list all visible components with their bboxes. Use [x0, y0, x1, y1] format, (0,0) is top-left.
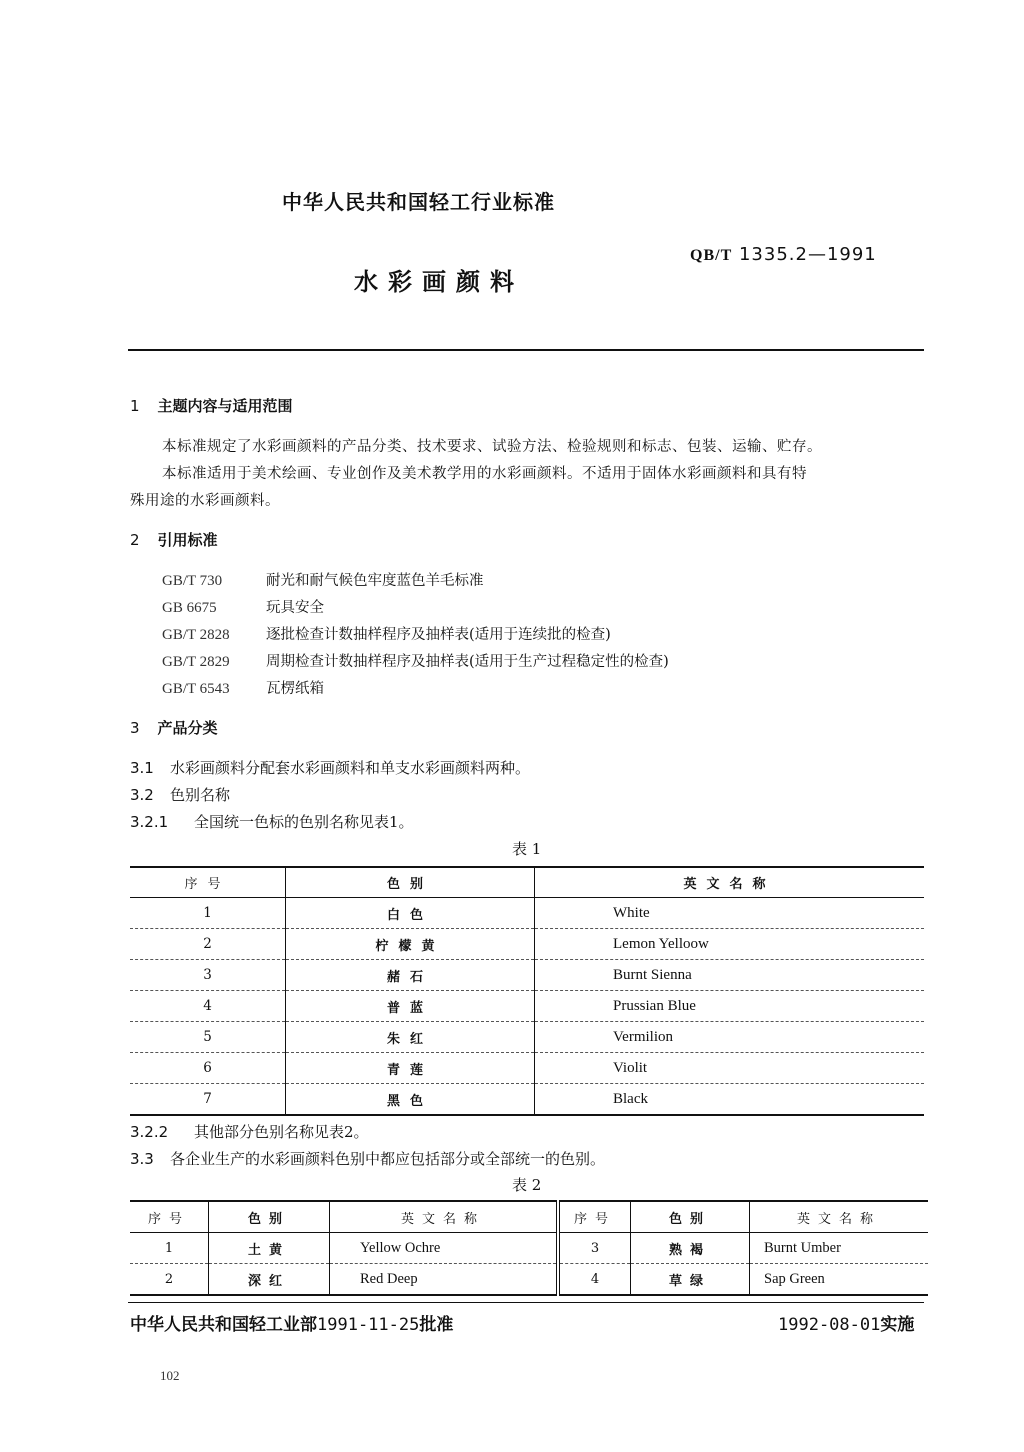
table-1-caption: 表 1: [512, 840, 542, 858]
section-title: 产品分类: [157, 719, 218, 737]
cell-color: 熟褐: [631, 1233, 750, 1264]
subsection-number: 3.1: [130, 759, 154, 777]
reference-name: 耐光和耐气候色牢度蓝色羊毛标准: [266, 573, 484, 589]
cell-number: 2: [130, 1264, 209, 1296]
approval-line: [130, 1310, 453, 1335]
cell-english: Sap Green: [764, 1270, 825, 1287]
approval-date: 1991-11-25: [317, 1315, 420, 1335]
section-title: 引用标准: [157, 531, 218, 549]
column-header: 序号: [130, 1201, 209, 1233]
subsection-text: 全国统一色标的色别名称见表1。: [194, 813, 414, 831]
table-header-row: [130, 867, 924, 898]
subsection-text: 各企业生产的水彩画颜料色别中都应包括部分或全部统一的色别。: [170, 1150, 606, 1168]
column-header: 色别: [209, 1201, 330, 1233]
section-3-heading: [130, 717, 218, 738]
subsection-3-2: [130, 784, 230, 805]
table-header-row: [130, 1201, 928, 1233]
column-header: 英文名称: [535, 867, 925, 898]
reference-item: [162, 596, 324, 617]
cell-number: 4: [130, 991, 286, 1022]
cell-english: Prussian Blue: [535, 991, 925, 1022]
column-header: 英文名称: [750, 1201, 929, 1233]
cell-color: 赭石: [286, 960, 535, 991]
cell-english: Lemon Yelloow: [535, 929, 925, 960]
table-row: [130, 991, 924, 1022]
reference-code: GB/T 730: [162, 573, 223, 589]
cell-number: 1: [130, 898, 286, 929]
cell-number: 2: [130, 929, 286, 960]
cell-color: 草绿: [631, 1264, 750, 1296]
cell-english: White: [535, 898, 925, 929]
subsection-text: 色别名称: [170, 786, 231, 804]
subsection-number: 3.2: [130, 786, 154, 804]
table-row: [130, 929, 924, 960]
cell-number: 4: [558, 1264, 631, 1296]
reference-code: GB/T 2828: [162, 627, 230, 643]
approval-label: 批准: [419, 1315, 454, 1335]
cell-english: Red Deep: [330, 1264, 559, 1296]
table-row: [130, 1264, 928, 1296]
table-2: [130, 1200, 928, 1296]
cell-number: 6: [130, 1053, 286, 1084]
reference-name: 逐批检查计数抽样程序及抽样表(适用于连续批的检查): [266, 627, 611, 643]
column-header: 色别: [631, 1201, 750, 1233]
page-number: 102: [160, 1368, 180, 1383]
reference-code: GB/T 6543: [162, 681, 230, 697]
column-header: 序号: [558, 1201, 631, 1233]
section-number: 2: [130, 531, 140, 549]
column-header: 英文名称: [330, 1201, 559, 1233]
column-header: 色别: [286, 867, 535, 898]
cell-color: 黑色: [286, 1084, 535, 1116]
reference-name: 周期检查计数抽样程序及抽样表(适用于生产过程稳定性的检查): [266, 654, 669, 670]
table-row: [130, 1022, 924, 1053]
reference-code: GB 6675: [162, 600, 217, 616]
cell-english: Yellow Ochre: [330, 1233, 559, 1264]
subsection-text: 其他部分色别名称见表2。: [194, 1123, 369, 1141]
cell-number: 1: [130, 1233, 209, 1264]
section-2-heading: [130, 529, 218, 550]
table-row: [130, 898, 924, 929]
cell-number: 7: [130, 1084, 286, 1116]
reference-item: [162, 650, 669, 671]
subsection-3-2-2: [130, 1121, 369, 1142]
subsection-3-2-1: [130, 811, 414, 832]
subsection-number: 3.2.1: [130, 813, 169, 831]
standard-number: [690, 244, 877, 265]
cell-english: Black: [613, 1090, 648, 1107]
section-title: 主题内容与适用范围: [157, 397, 293, 415]
subsection-text: 水彩画颜料分配套水彩画颜料和单支水彩画颜料两种。: [170, 759, 531, 777]
cell-number: 3: [558, 1233, 631, 1264]
reference-item: [162, 677, 324, 698]
cell-number: 5: [130, 1022, 286, 1053]
effective-line: [778, 1310, 914, 1335]
cell-number: 3: [130, 960, 286, 991]
paragraph: 殊用途的水彩画颜料。: [130, 493, 280, 509]
column-header: 序号: [130, 867, 286, 898]
standard-prefix: QB/T: [690, 247, 733, 264]
footer-rule: [128, 1302, 924, 1303]
header-rule: [128, 349, 924, 351]
cell-color: 土黄: [209, 1233, 330, 1264]
reference-item: [162, 569, 484, 590]
paragraph: 本标准适用于美术绘画、专业创作及美术教学用的水彩画颜料。不适用于固体水彩画颜料和具有特: [162, 466, 807, 482]
cell-color: 深红: [209, 1264, 330, 1296]
table-2-caption: 表 2: [512, 1176, 542, 1194]
reference-name: 瓦楞纸箱: [266, 681, 324, 697]
table-1: [130, 866, 924, 1116]
standard-code: 1335.2—1991: [738, 244, 877, 265]
cell-color: 普蓝: [286, 991, 535, 1022]
cell-english: Vermilion: [535, 1022, 925, 1053]
reference-name: 玩具安全: [266, 600, 324, 616]
cell-english: Burnt Umber: [750, 1233, 929, 1264]
reference-item: [162, 623, 611, 644]
cell-color: 白色: [286, 898, 535, 929]
section-number: 3: [130, 719, 140, 737]
subsection-3-1: [130, 757, 530, 778]
cell-color: 柠檬黄: [286, 929, 535, 960]
table-row: [130, 1084, 924, 1116]
section-1-heading: [130, 395, 293, 416]
subsection-number: 3.2.2: [130, 1123, 169, 1141]
effective-date: 1992-08-01: [778, 1315, 881, 1335]
approval-authority: 中华人民共和国轻工业部: [130, 1315, 317, 1335]
subsection-number: 3.3: [130, 1150, 154, 1168]
document-title: 水彩画颜料: [354, 268, 524, 296]
cell-color: 朱红: [286, 1022, 535, 1053]
effective-label: 实施: [880, 1315, 915, 1335]
paragraph: 本标准规定了水彩画颜料的产品分类、技术要求、试验方法、检验规则和标志、包装、运输、贮存。: [162, 439, 822, 455]
table-row: [130, 960, 924, 991]
cell-color: 青莲: [286, 1053, 535, 1084]
section-number: 1: [130, 397, 140, 415]
table-row: [130, 1233, 928, 1264]
table-row: [130, 1053, 924, 1084]
subsection-3-3: [130, 1148, 605, 1169]
cell-english: Burnt Sienna: [535, 960, 925, 991]
reference-code: GB/T 2829: [162, 654, 230, 670]
cell-english: Violit: [535, 1053, 925, 1084]
issuer-title: 中华人民共和国轻工行业标准: [282, 190, 555, 214]
